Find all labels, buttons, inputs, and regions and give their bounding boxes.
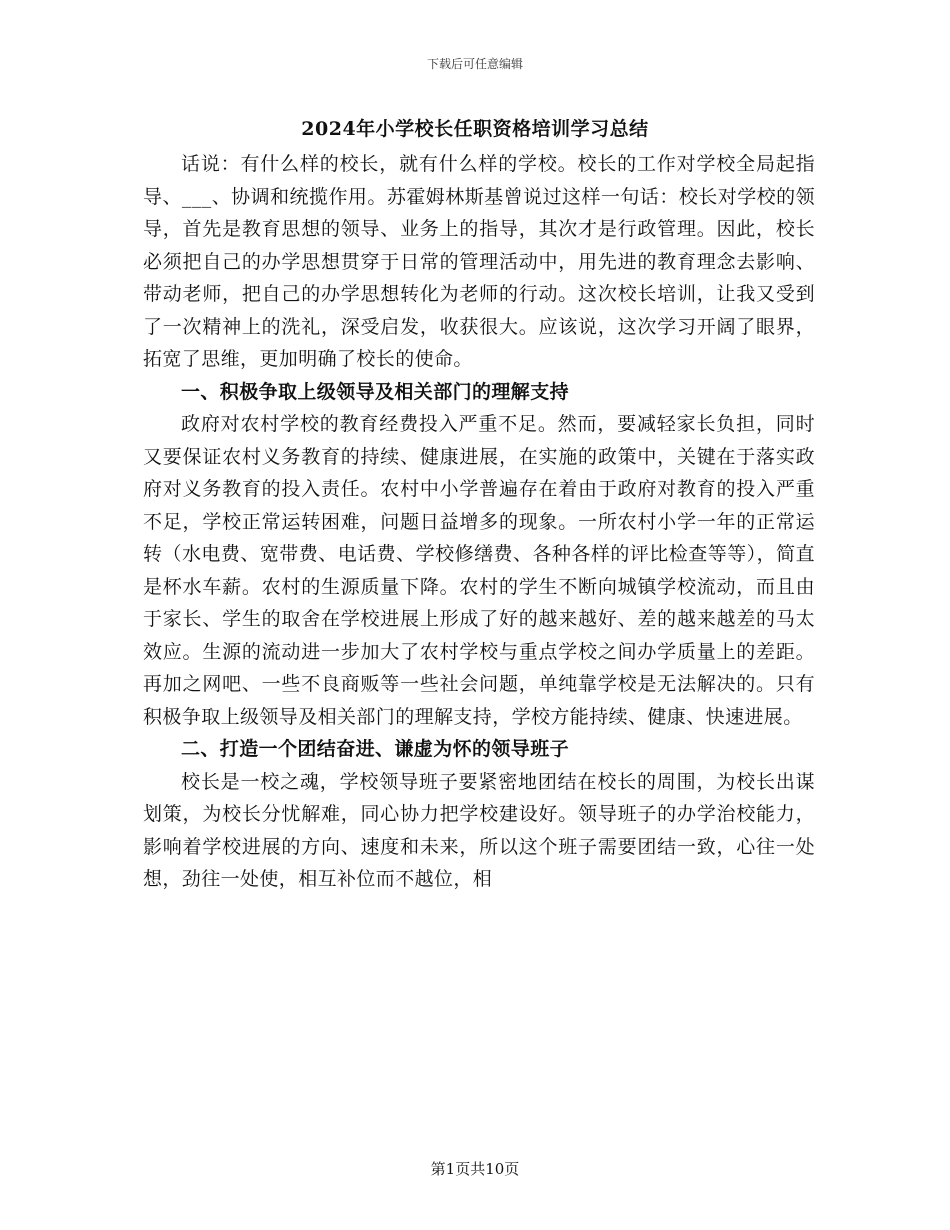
document-body (143, 148, 815, 896)
intro-paragraph: 话说：有什么样的校长，就有什么样的学校。校长的工作对学校全局起指导、___、协调和统揽作用。苏霍姆林斯基曾说过这样一句话：校长对学校的领导，首先是教育思想的领导、业务上的指导，其次才是行政管理。因此，校长必须把自己的办学思想贯穿于日常的管理活动中，用先进的教育理念去影响、带动老师，把自己的办学思想转化为老师的行动。这次校长培训，让我又受到了一次精神上的洗礼，深受启发，收获很大。应该说，这次学习开阔了眼界，拓宽了思维，更加明确了校长的使命。 (143, 153, 815, 370)
section-heading-1: 一、积极争取上级领导及相关部门的理解支持 (181, 380, 570, 403)
section-body-1: 政府对农村学校的教育经费投入严重不足。然而，要减轻家长负担，同时又要保证农村义务教育的持续、健康进展，在实施的政策中，关键在于落实政府对义务教育的投入责任。农村中小学普遍存在着由于政府对教育的投入严重不足，学校正常运转困难，问题日益增多的现象。一所农村小学一年的正常运转（水电费、宽带费、电话费、学校修缮费、各种各样的评比检查等等），简直是杯水车薪。农村的生源质量下降。农村的学生不断向城镇学校流动，而且由于家长、学生的取舍在学校进展上形成了好的越来越好、差的越来越差的马太效应。生源的流动进一步加大了农村学校与重点学校之间办学质量上的差距。再加之网吧、一些不良商贩等一些社会问题，单纯靠学校是无法解决的。只有积极争取上级领导及相关部门的理解支持，学校方能持续、健康、快速进展。 (143, 413, 815, 728)
page-header-note: 下载后可任意编辑 (426, 57, 523, 71)
section-body-2: 校长是一校之魂，学校领导班子要紧密地团结在校长的周围，为校长出谋划策，为校长分忧解难，同心协力把学校建设好。领导班子的办学治校能力，影响着学校进展的方向、速度和未来，所以这个班子需要团结一致，心往一处想，劲往一处使，相互补位而不越位，相 (143, 770, 815, 890)
page-footer-number: 第1页共10页 (430, 1160, 520, 1178)
document-title: 2024年小学校长任职资格培训学习总结 (301, 118, 649, 140)
section-heading-2: 二、打造一个团结奋进、谦虚为怀的领导班子 (181, 738, 570, 760)
